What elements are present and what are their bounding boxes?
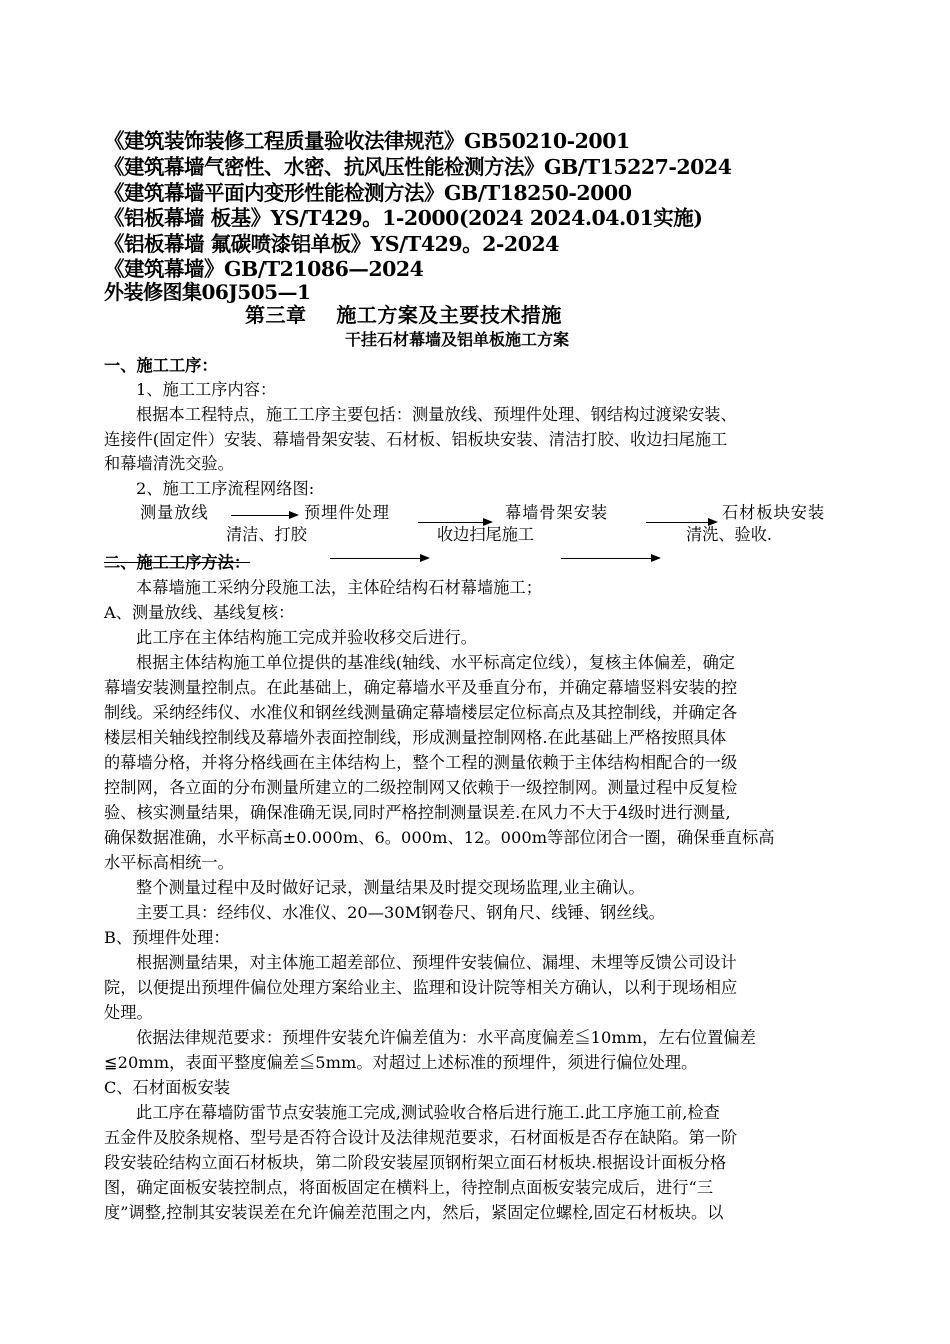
paragraph-line: 主要工具：经纬仪、水准仪、20—30M钢卷尺、钢角尺、线锤、钢丝线。	[136, 903, 665, 922]
flow-step: 幕墙骨架安装	[505, 503, 609, 522]
paragraph-line: 根据本工程特点，施工工序主要包括：测量放线、预埋件处理、钢结构过渡梁安装、	[136, 405, 737, 424]
subsection-c-heading: C、石材面板安装	[104, 1078, 231, 1097]
flow-arrow	[646, 522, 716, 523]
paragraph-line: 此工序在幕墙防雷节点安装施工完成,测试验收合格后进行施工.此工序施工前,检查	[136, 1103, 720, 1122]
flow-arrow	[231, 515, 297, 516]
flow-step: 清洁、打胶	[226, 525, 307, 544]
flow-arrow	[330, 558, 428, 559]
paragraph-line: 制线。采纳经纬仪、水准仪和钢丝线测量确定幕墙楼层定位标高点及其控制线，并确定各	[104, 703, 738, 722]
section-subtitle: 干挂石材幕墙及铝单板施工方案	[345, 330, 570, 349]
paragraph-line: 五金件及胶条规格、型号是否符合设计及法律规范要求，石材面板是否存在缺陷。第一阶	[104, 1128, 738, 1147]
section-1-heading: 一、施工工序：	[104, 356, 218, 375]
flow-step: 预埋件处理	[304, 503, 390, 522]
subsection-a-heading: A、测量放线、基线复核：	[104, 603, 295, 622]
paragraph-line: 水平标高相统一。	[104, 853, 234, 872]
flow-step: 测量放线	[140, 503, 209, 522]
paragraph-line: 根据主体结构施工单位提供的基准线(轴线、水平标高定位线），复核主体偏差，确定	[136, 653, 736, 672]
paragraph-line: 院，以便提出预埋件偏位处理方案给业主、监理和设计院等相关方确认，以利于现场相应	[104, 978, 738, 997]
standard-item: 《建筑装饰装修工程质量验收法律规范》GB50210-2001	[104, 129, 630, 153]
paragraph-line: 楼层相关轴线控制线及幕墙外表面控制线，形成测量控制网格.在此基础上严格按照具体	[104, 728, 727, 747]
standard-item: 《铝板幕墙 氟碳喷漆铝单板》YS/T429。2-2024	[104, 232, 559, 256]
standard-item: 《建筑幕墙》GB/T21086—2024	[104, 257, 424, 281]
paragraph-line: 此工序在主体结构施工完成并验收移交后进行。	[136, 628, 477, 647]
paragraph-line: 本幕墙施工采纳分段施工法，主体砼结构石材幕墙施工；	[136, 578, 542, 597]
paragraph-line: 的幕墙分格，并将分格线画在主体结构上，整个工程的测量依赖于主体结构相配合的一级	[104, 753, 738, 772]
flow-arrow	[561, 558, 659, 559]
section-1-item-1: 1、施工工序内容：	[136, 380, 277, 399]
standard-item: 《建筑幕墙气密性、水密、抗风压性能检测方法》GB/T15227-2024	[104, 155, 732, 179]
paragraph-line: 依据法律规范要求：预埋件安装允许偏差值为：水平高度偏差≦10mm，左右位置偏差	[136, 1028, 756, 1047]
paragraph-line: 幕墙安装测量控制点。在此基础上，确定幕墙水平及垂直分布，并确定幕墙竖料安装的控	[104, 678, 738, 697]
paragraph-line: 段安装砼结构立面石材板块，第二阶段安装屋顶钢桁架立面石材板块.根据设计面板分格	[104, 1153, 727, 1172]
paragraph-line: 和幕墙清洗交验。	[104, 454, 234, 473]
chapter-title: 第三章 施工方案及主要技术措施	[245, 303, 562, 327]
paragraph-line: ≦20mm，表面平整度偏差≦5mm。对超过上述标准的预埋件，须进行偏位处理。	[104, 1053, 698, 1072]
paragraph-line: 根据测量结果，对主体施工超差部位、预埋件安装偏位、漏埋、未埋等反馈公司设计	[136, 953, 737, 972]
standard-item: 《铝板幕墙 板基》YS/T429。1-2000(2024 2024.04.01实施)	[104, 206, 703, 230]
section-1-item-2: 2、施工工序流程网络图:	[136, 479, 315, 498]
standard-item: 外装修图集06J505—1	[104, 280, 311, 304]
paragraph-line: 度”调整,控制其安装误差在允许偏差范围之内，然后，紧固定位螺栓,固定石材板块。以	[104, 1203, 724, 1222]
flow-step: 石材板块安装	[722, 503, 826, 522]
section-2-heading: 二、施工工序方法：	[104, 553, 251, 572]
paragraph-line: 处理。	[104, 1003, 153, 1022]
flow-step: 收边扫尾施工	[437, 525, 535, 544]
paragraph-line: 连接件(固定件）安装、幕墙骨架安装、石材板、铝板块安装、清洁打胶、收边扫尾施工	[104, 430, 728, 449]
paragraph-line: 验、核实测量结果，确保准确无误,同时严格控制测量误差.在风力不大于4级时进行测量,	[104, 803, 731, 822]
subsection-b-heading: B、预埋件处理：	[104, 928, 230, 947]
standard-item: 《建筑幕墙平面内变形性能检测方法》GB/T18250-2000	[104, 181, 632, 205]
paragraph-line: 图，确定面板安装控制点，将面板固定在横料上，待控制点面板安装完成后，进行“三	[104, 1178, 714, 1197]
flow-step: 清洗、验收.	[686, 525, 773, 544]
paragraph-line: 整个测量过程中及时做好记录，测量结果及时提交现场监理,业主确认。	[136, 878, 645, 897]
flow-arrow	[418, 522, 491, 523]
paragraph-line: 控制网，各立面的分布测量所建立的二级控制网又依赖于一级控制网。测量过程中反复检	[104, 778, 738, 797]
paragraph-line: 确保数据准确，水平标高±0.000m、6。000m、12。000m等部位闭合一圈，确保垂直标高	[104, 828, 775, 847]
